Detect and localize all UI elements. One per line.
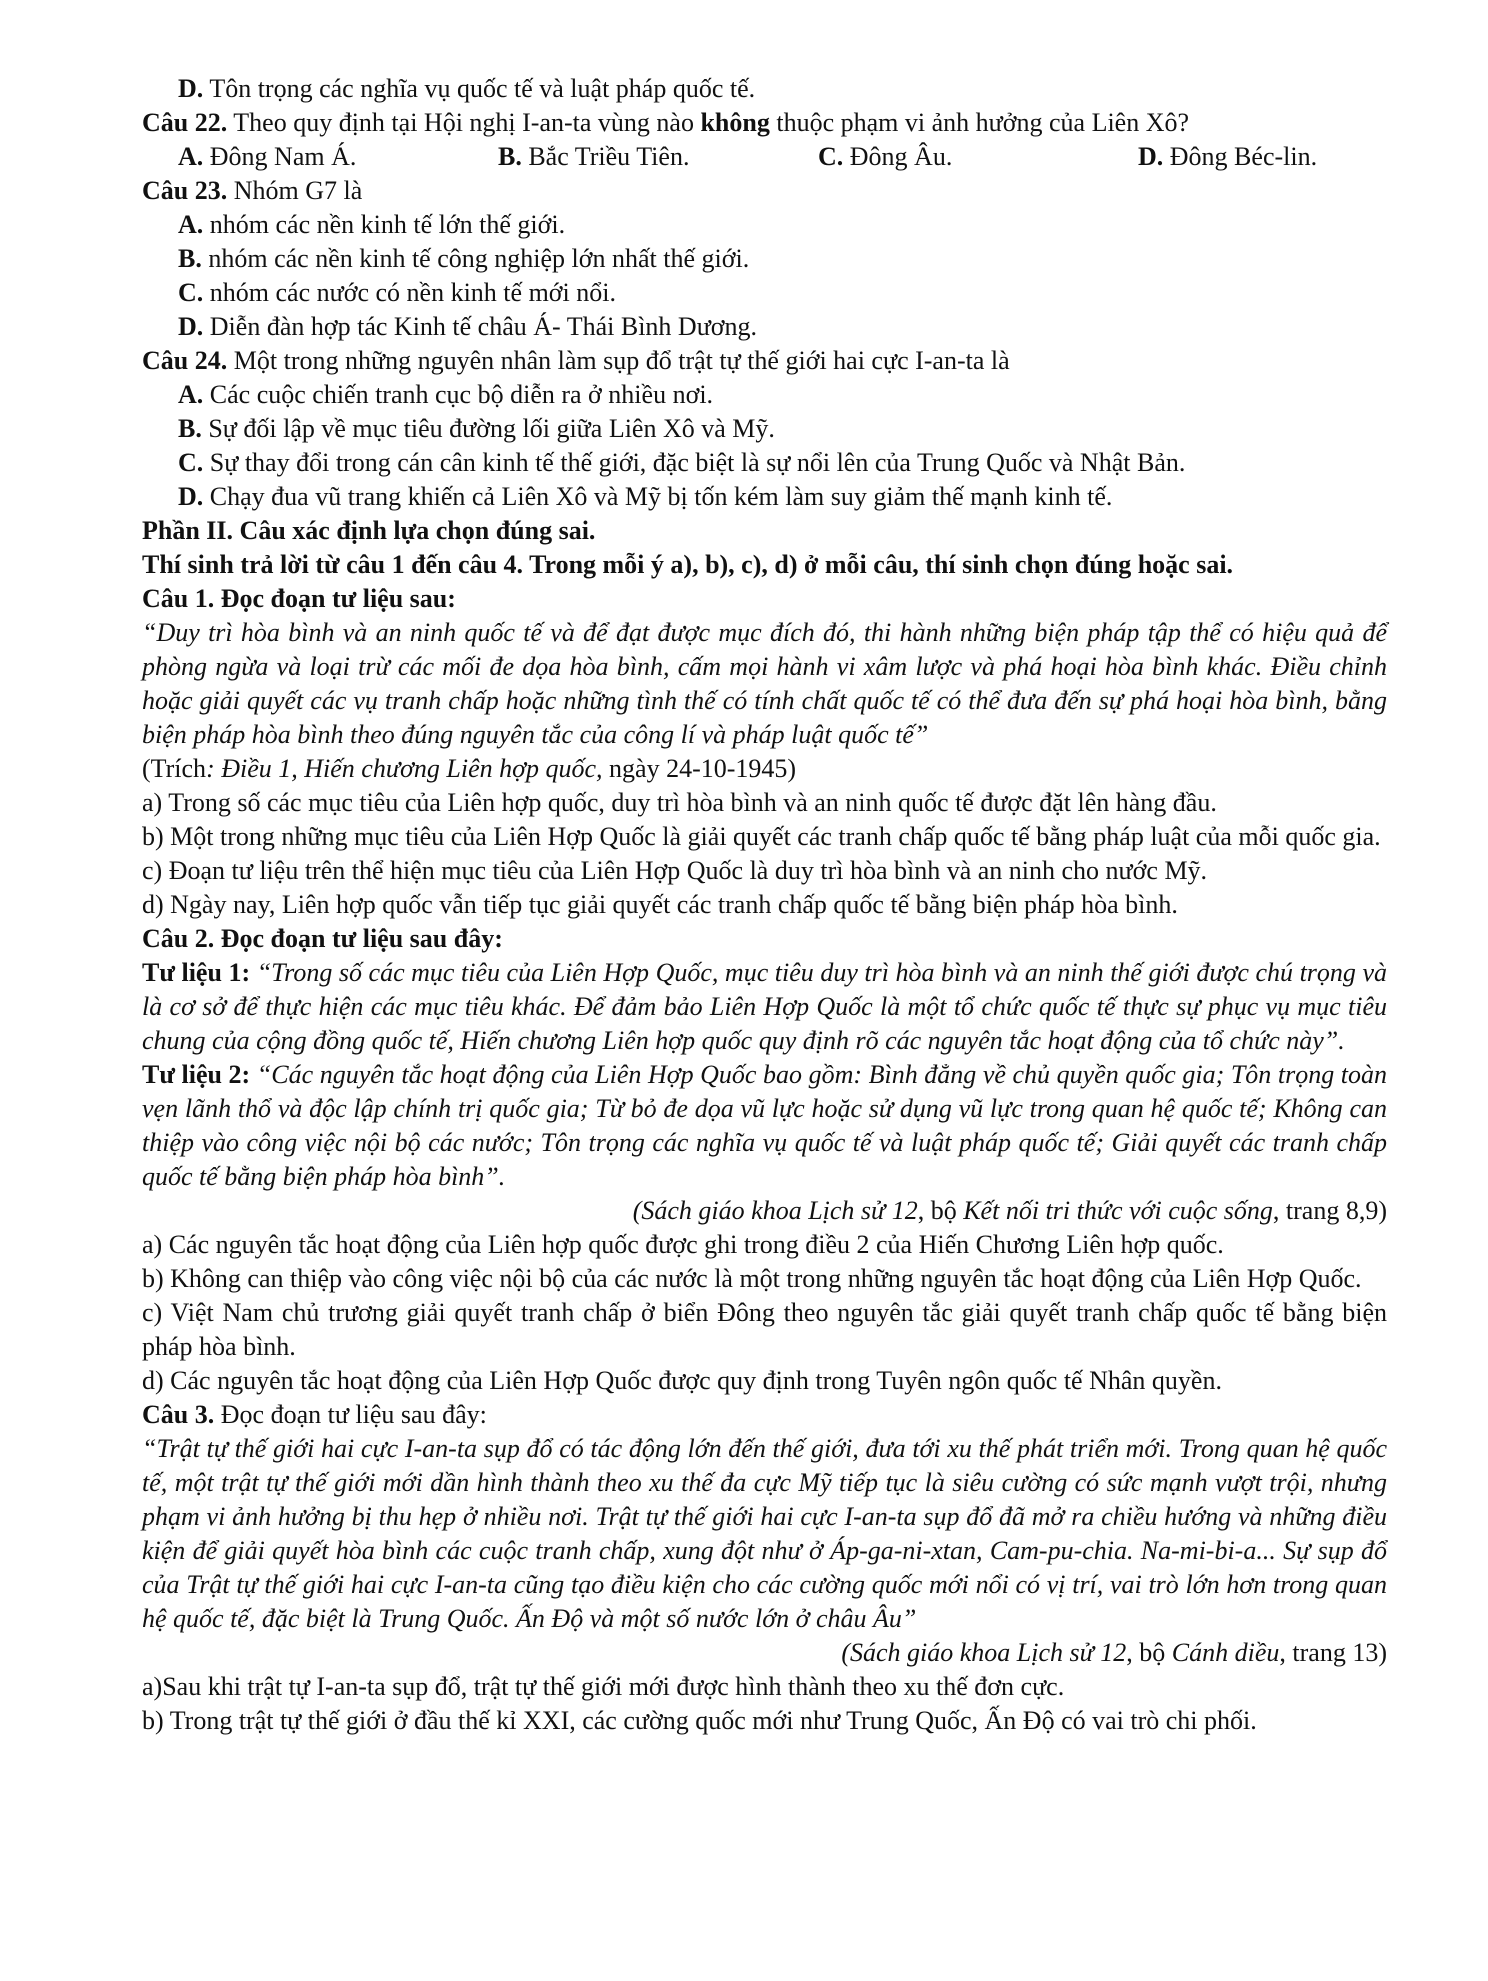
question-label: Câu 3. — [142, 1400, 215, 1429]
c2-document-2 — [142, 1058, 1387, 1194]
c1-item-c: c) Đoạn tư liệu trên thể hiện mục tiêu của Liên Hợp Quốc là duy trì hòa bình và an ninh cho nước Mỹ. — [142, 856, 1208, 885]
c3-item-b: b) Trong trật tự thế giới ở đầu thế kỉ XXI, các cường quốc mới như Trung Quốc, Ấn Độ có vai trò chi phối. — [142, 1706, 1257, 1735]
option-text: nhóm các nền kinh tế công nghiệp lớn nhất thế giới. — [208, 244, 750, 273]
document-label: Tư liệu 1: — [142, 958, 251, 987]
source-page: , trang 13) — [1279, 1638, 1387, 1667]
c1-item-b: b) Một trong những mục tiêu của Liên Hợp Quốc là giải quyết các tranh chấp quốc tế bằng pháp luật của mỗi quốc gia. — [142, 822, 1381, 851]
question-emphasis: không — [700, 108, 770, 137]
option-label: B. — [178, 414, 202, 443]
c2-source — [142, 1194, 1387, 1228]
option-label: D. — [178, 74, 204, 103]
c2-item-d: d) Các nguyên tắc hoạt động của Liên Hợp Quốc được quy định trong Tuyên ngôn quốc tế Nhân quyền. — [142, 1366, 1222, 1395]
source-text: (Trích — [142, 754, 207, 783]
option-label: B. — [178, 244, 202, 273]
option-text: Đông Béc-lin. — [1169, 142, 1318, 171]
q23-option-d — [142, 310, 1387, 344]
question-text: Một trong những nguyên nhân làm sụp đổ trật tự thế giới hai cực I-an-ta là — [233, 346, 1010, 375]
question-label: Câu 23. — [142, 176, 228, 205]
q24-option-a — [142, 378, 1387, 412]
part2-title: Phần II. Câu xác định lựa chọn đúng sai. — [142, 516, 596, 545]
option-text: nhóm các nước có nền kinh tế mới nổi. — [209, 278, 616, 307]
option-label: A. — [178, 142, 204, 171]
option-label: B. — [498, 142, 522, 171]
c2-item-a: a) Các nguyên tắc hoạt động của Liên hợp quốc được ghi trong điều 2 của Hiến Chương Liên hợp quốc. — [142, 1230, 1224, 1259]
option-text: Các cuộc chiến tranh cục bộ diễn ra ở nhiều nơi. — [209, 380, 714, 409]
option-text: Sự đối lập về mục tiêu đường lối giữa Liên Xô và Mỹ. — [208, 414, 775, 443]
document-text: “Trong số các mục tiêu của Liên Hợp Quốc, mục tiêu duy trì hòa bình và an ninh thế giới được chú trọng và là cơ sở để thực hiện các mục tiêu khác. Để đảm bảo Liên Hợp Quốc là một tổ chức quốc tế thực sự phục vụ mục tiêu chung của cộng đồng quốc tế, Hiến chương Liên hợp quốc quy định rõ các nguyên tắc hoạt động của tổ chức này”. — [142, 958, 1388, 1055]
q23-option-b — [142, 242, 1387, 276]
question-22 — [142, 106, 1387, 140]
q21-option-d — [142, 72, 1387, 106]
source-text: , bộ — [1126, 1638, 1166, 1667]
option-text: Tôn trọng các nghĩa vụ quốc tế và luật pháp quốc tế. — [209, 74, 756, 103]
c1-title: Câu 1. Đọc đoạn tư liệu sau: — [142, 584, 456, 613]
c1-quote: “Duy trì hòa bình và an ninh quốc tế và để đạt được mục đích đó, thi hành những biện pháp tập thể có hiệu quả để phòng ngừa và loại trừ các mối đe dọa hòa bình, cấm mọi hành vi xâm lược và phá hoại hòa bình khác. Điều chỉnh hoặc giải quyết các vụ tranh chấp hoặc những tình thế có tính chất quốc tế có thể đưa đến sự phá hoại hòa bình, bằng biện pháp hòa bình theo đúng nguyên tắc của công lí và pháp luật quốc tế” — [142, 618, 1387, 749]
c2-document-1 — [142, 956, 1387, 1058]
q23-option-c — [142, 276, 1387, 310]
question-label: Câu 24. — [142, 346, 228, 375]
c3-source — [142, 1636, 1387, 1670]
c1-source — [142, 752, 1387, 786]
source-page: , trang 8,9) — [1272, 1196, 1387, 1225]
question-text: Đọc đoạn tư liệu sau đây: — [220, 1400, 487, 1429]
option-label: A. — [178, 380, 204, 409]
source-text: : Điều 1, — [206, 754, 298, 783]
source-text: , bộ — [917, 1196, 957, 1225]
part2-instruction: Thí sinh trả lời từ câu 1 đến câu 4. Trong mỗi ý a), b), c), d) ở mỗi câu, thí sinh chọn đúng hoặc sai. — [142, 550, 1234, 579]
q24-option-d — [142, 480, 1387, 514]
exam-page — [142, 72, 1387, 1738]
source-series: Cánh diều — [1171, 1638, 1280, 1667]
question-24 — [142, 344, 1387, 378]
option-label: D. — [1138, 142, 1164, 171]
option-label: C. — [178, 448, 204, 477]
question-text: Nhóm G7 là — [233, 176, 363, 205]
q22-option-c — [818, 140, 1138, 174]
option-label: C. — [818, 142, 844, 171]
q22-options — [142, 140, 1387, 174]
option-text: Sự thay đổi trong cán cân kinh tế thế giới, đặc biệt là sự nổi lên của Trung Quốc và Nhật Bản. — [209, 448, 1186, 477]
source-title: Hiến chương Liên hợp quốc, — [304, 754, 603, 783]
option-label: A. — [178, 210, 204, 239]
source-title: (Sách giáo khoa Lịch sử 12 — [632, 1196, 918, 1225]
option-label: C. — [178, 278, 204, 307]
source-date: ngày 24-10-1945) — [609, 754, 797, 783]
c2-title: Câu 2. Đọc đoạn tư liệu sau đây: — [142, 924, 503, 953]
option-label: D. — [178, 482, 204, 511]
option-text: Chạy đua vũ trang khiến cả Liên Xô và Mỹ bị tốn kém làm suy giảm thế mạnh kinh tế. — [209, 482, 1113, 511]
q24-option-c — [142, 446, 1387, 480]
option-text: nhóm các nền kinh tế lớn thế giới. — [209, 210, 566, 239]
c3-item-a: a)Sau khi trật tự I-an-ta sụp đổ, trật tự thế giới mới được hình thành theo xu thế đơn cực. — [142, 1672, 1065, 1701]
question-text: thuộc phạm vi ảnh hưởng của Liên Xô? — [776, 108, 1190, 137]
option-label: D. — [178, 312, 204, 341]
c1-item-a: a) Trong số các mục tiêu của Liên hợp quốc, duy trì hòa bình và an ninh quốc tế được đặt lên hàng đầu. — [142, 788, 1217, 817]
c3-quote: “Trật tự thế giới hai cực I-an-ta sụp đổ có tác động lớn đến thế giới, đưa tới xu thế phát triển mới. Trong quan hệ quốc tế, một trật tự thế giới mới dần hình thành theo xu thế đa cực Mỹ tiếp tục là siêu cường có sức mạnh vượt trội, nhưng phạm vi ảnh hưởng bị thu hẹp ở nhiều nơi. Trật tự thế giới hai cực I-an-ta sụp đổ đã mở ra chiều hướng và những điều kiện để giải quyết hòa bình các cuộc tranh chấp, xung đột như ở Áp-ga-ni-xtan, Cam-pu-chia. Na-mi-bi-a... Sự sụp đổ của Trật tự thế giới hai cực I-an-ta cũng tạo điều kiện cho các cường quốc mới nổi có vị trí, vai trò lớn hơn trong quan hệ quốc tế, đặc biệt là Trung Quốc. Ấn Độ và một số nước lớn ở châu Âu” — [142, 1434, 1387, 1633]
q24-option-b — [142, 412, 1387, 446]
option-text: Bắc Triều Tiên. — [528, 142, 690, 171]
q22-option-a — [178, 140, 498, 174]
option-text: Diễn đàn hợp tác Kinh tế châu Á- Thái Bình Dương. — [209, 312, 758, 341]
c1-item-d: d) Ngày nay, Liên hợp quốc vẫn tiếp tục giải quyết các tranh chấp quốc tế bằng biện pháp hòa bình. — [142, 890, 1178, 919]
c2-item-c: c) Việt Nam chủ trương giải quyết tranh chấp ở biển Đông theo nguyên tắc giải quyết tranh chấp quốc tế bằng biện pháp hòa bình. — [142, 1298, 1387, 1361]
c2-item-b: b) Không can thiệp vào công việc nội bộ của các nước là một trong những nguyên tắc hoạt động của Liên Hợp Quốc. — [142, 1264, 1362, 1293]
source-title: (Sách giáo khoa Lịch sử 12 — [841, 1638, 1127, 1667]
document-label: Tư liệu 2: — [142, 1060, 251, 1089]
document-text: “Các nguyên tắc hoạt động của Liên Hợp Quốc bao gồm: Bình đẳng về chủ quyền quốc gia; Tôn trọng toàn vẹn lãnh thổ và độc lập chính trị quốc gia; Từ bỏ đe dọa vũ lực hoặc sử dụng vũ lực trong quan hệ quốc tế; Không can thiệp vào công việc nội bộ các nước; Tôn trọng các nghĩa vụ quốc tế và luật pháp quốc tế; Giải quyết các tranh chấp quốc tế bằng biện pháp hòa bình”. — [142, 1060, 1387, 1191]
q22-option-d — [1138, 140, 1317, 174]
option-text: Đông Nam Á. — [209, 142, 357, 171]
source-series: Kết nối tri thức với cuộc sống — [963, 1196, 1273, 1225]
option-text: Đông Âu. — [849, 142, 953, 171]
question-text: Theo quy định tại Hội nghị I-an-ta vùng nào — [233, 108, 694, 137]
q23-option-a — [142, 208, 1387, 242]
question-label: Câu 22. — [142, 108, 228, 137]
c3-title — [142, 1398, 1387, 1432]
question-23 — [142, 174, 1387, 208]
q22-option-b — [498, 140, 818, 174]
